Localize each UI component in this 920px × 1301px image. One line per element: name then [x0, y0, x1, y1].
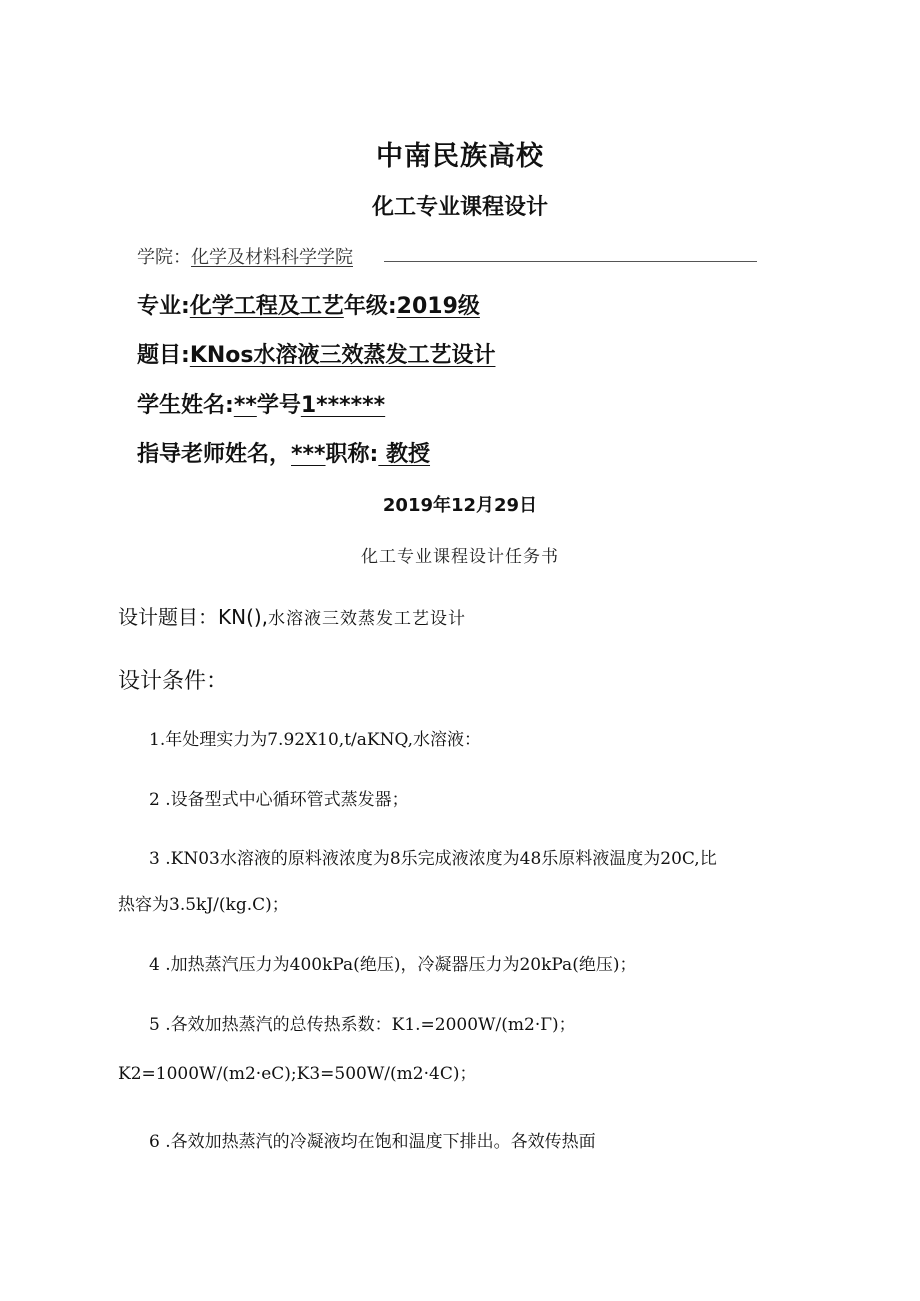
design-topic-value: 水溶液三效蒸发工艺设计 [268, 609, 467, 629]
condition-item-3-continued: 热容为3.5kJ/(kg.C)； [118, 895, 289, 915]
condition-item-2: 2 .设备型式中心循环管式蒸发器； [149, 790, 409, 810]
course-title: 化工专业课程设计 [371, 195, 548, 220]
student-label: 学生姓名: [137, 393, 234, 418]
college-label: 学院： [137, 247, 191, 268]
advisor-value: *** [291, 442, 326, 467]
condition-item-5-continued: K2=1000W/(m2·eC);K3=500W/(m2·4C)； [118, 1064, 477, 1084]
student-id-value: 1****** [300, 393, 386, 418]
advisor-title-label: 职称: [325, 442, 379, 467]
student-id-label: 学号 [256, 393, 301, 418]
school-name: 中南民族高校 [376, 141, 544, 172]
condition-item-4: 4 .加热蒸汽压力为400kPa(绝压)，冷凝器压力为20kPa(绝压)； [149, 955, 637, 975]
condition-item-3: 3 .KN03水溶液的原料液浓度为8乐完成液浓度为48乐原料液温度为20C,比 [149, 849, 717, 869]
condition-item-5: 5 .各效加热蒸汽的总传热系数：K1.=2000W/(m2·Γ)； [149, 1015, 576, 1035]
student-value: ** [233, 393, 257, 418]
cover-date: 2019年12月29日 [382, 495, 538, 516]
advisor-title-value: 教授 [378, 442, 431, 467]
condition-item-1: 1.年处理实力为7.92X10,t/aKNQ,水溶液： [149, 730, 481, 750]
college-value: 化学及材料科学学院 [191, 247, 353, 268]
design-topic-prefix: KN(), [218, 605, 269, 629]
condition-item-6: 6 .各效加热蒸汽的冷凝液均在饱和温度下排出。各效传热面 [149, 1132, 596, 1152]
design-topic-row [118, 601, 466, 630]
topic-label: 题目: [137, 343, 190, 368]
taskbook-title: 化工专业课程设计任务书 [361, 547, 559, 567]
topic-value: KNos水溶液三效蒸发工艺设计 [189, 343, 496, 368]
grade-value: 2019级 [396, 294, 480, 319]
college-underline [384, 261, 757, 262]
major-value: 化学工程及工艺 [189, 294, 344, 319]
student-row [137, 388, 385, 419]
major-label: 专业: [137, 294, 190, 319]
advisor-label: 指导老师姓名， [137, 442, 292, 467]
grade-label: 年级: [343, 294, 397, 319]
topic-row [137, 338, 495, 369]
design-topic-label: 设计题目： [118, 605, 218, 629]
college-row [137, 243, 353, 269]
major-row [137, 289, 480, 320]
advisor-row [137, 437, 430, 468]
design-conditions-heading: 设计条件： [118, 669, 229, 694]
